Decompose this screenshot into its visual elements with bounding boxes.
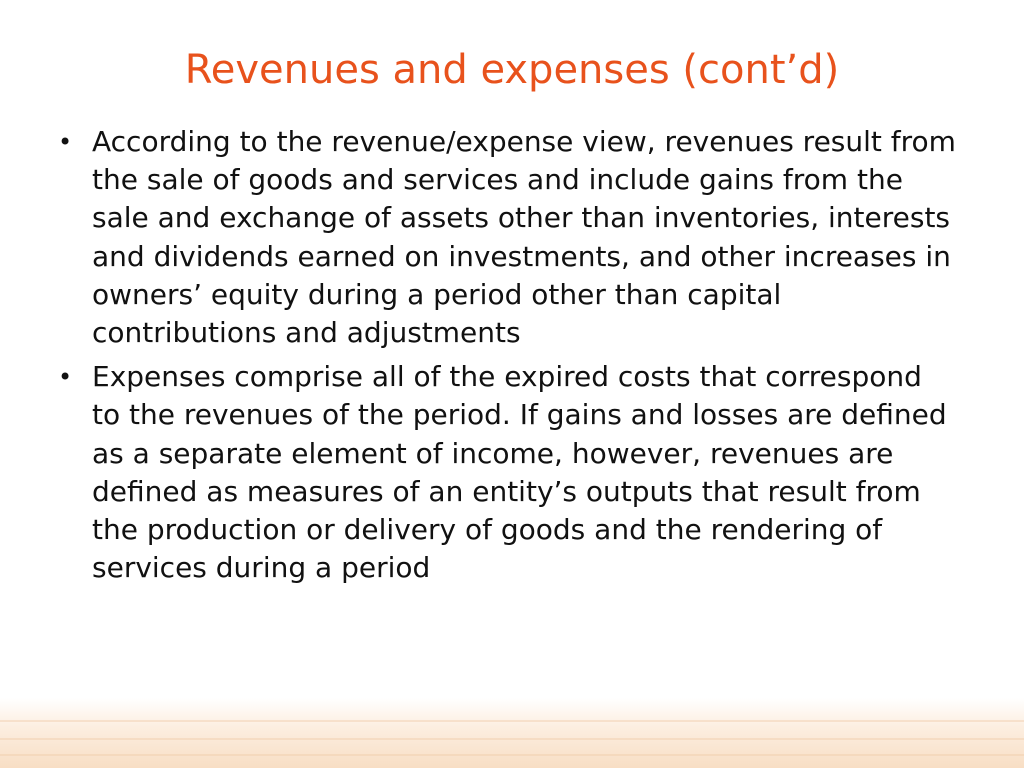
bullet-marker: • [58, 363, 73, 392]
bullet-list [52, 123, 957, 593]
floor-streak [0, 720, 1024, 722]
bullet-item [52, 123, 957, 352]
slide-title: Revenues and expenses (cont’d) [184, 47, 840, 93]
bullet-marker: • [58, 128, 73, 156]
floor-streak [0, 754, 1024, 756]
bullet-text: Expenses comprise all of the expired costs that correspond to the revenues of the period. If gains and losses are defined as a separate element of income, however, revenues are defined as measures of an entity’s outputs that result from the production or delivery of goods and the rendering of services during a period [92, 360, 947, 585]
floor-streak [0, 738, 1024, 740]
bullet-item [52, 358, 957, 587]
bullet-text: According to the revenue/expense view, revenues result from the sale of goods and services and include gains from the sale and exchange of assets other than inventories, interests and dividends earned on investments, and other increases in owners’ equity during a period other than capital contributions and adjustments [92, 125, 956, 350]
decorative-floor-background [0, 698, 1024, 768]
